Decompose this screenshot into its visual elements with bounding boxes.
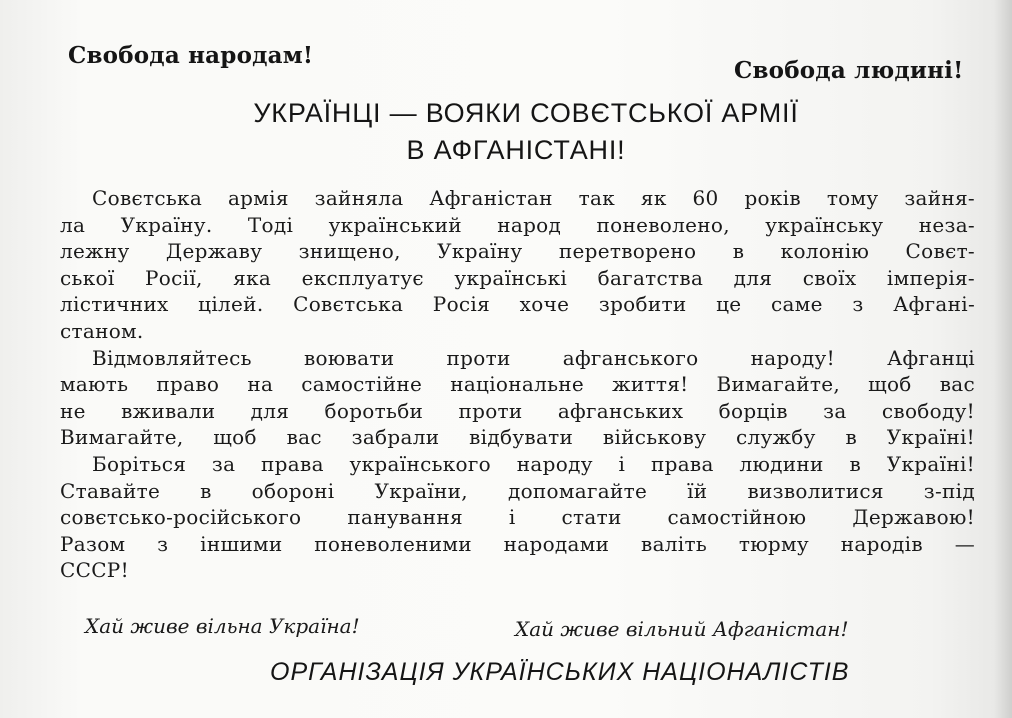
body-line: лістичних цілей. Совєтська Росія хоче зробити це саме з Афгані-	[60, 292, 975, 317]
slogan-right: Свобода людині!	[734, 57, 964, 84]
body-line: станом.	[60, 318, 144, 343]
body-line: Відмовляйтесь воювати проти афганського народу! Афганці	[92, 345, 975, 370]
headline-line-1: УКРАЇНЦІ — ВОЯКИ СОВЄТСЬКОЇ АРМІЇ	[253, 98, 799, 128]
closing-right: Хай живе вільний Афганістан!	[515, 617, 849, 641]
body-line: Разом з іншими поневоленими народами валіть тюрму народів —	[60, 531, 975, 556]
headline-line-2: В АФГАНІСТАНІ!	[406, 135, 626, 165]
signature: ОРГАНІЗАЦІЯ УКРАЇНСЬКИХ НАЦІОНАЛІСТІВ	[270, 658, 850, 686]
body-line: ла Україну. Тоді український народ поневолено, українську неза-	[60, 212, 975, 237]
body-text	[60, 185, 975, 584]
body-line: не вживали для боротьби проти афганських борців за свободу!	[60, 398, 975, 423]
body-line: Боріться за права українського народу і права людини в Україні!	[92, 451, 975, 476]
closing-left: Хай живе вільна Україна!	[85, 614, 360, 638]
slogan-left: Свобода народам!	[68, 42, 314, 69]
body-line: лежну Державу знищено, Україну перетворено в колонію Совєт-	[60, 239, 975, 264]
body-line: совєтсько-російського панування і стати самостійною Державою!	[60, 505, 975, 530]
body-line: мають право на самостійне національне життя! Вимагайте, щоб вас	[60, 372, 975, 397]
body-line: ської Росії, яка експлуатує українські багатства для своїх імперія-	[60, 265, 975, 290]
body-line: Вимагайте, щоб вас забрали відбувати військову службу в Україні!	[60, 425, 975, 450]
body-line: Совєтська армія зайняла Афганістан так як 60 років тому зайня-	[92, 186, 975, 210]
body-line: Ставайте в обороні України, допомагайте їй визволитися з-під	[60, 478, 975, 503]
body-line: СССР!	[60, 558, 129, 583]
headline	[0, 95, 1012, 169]
